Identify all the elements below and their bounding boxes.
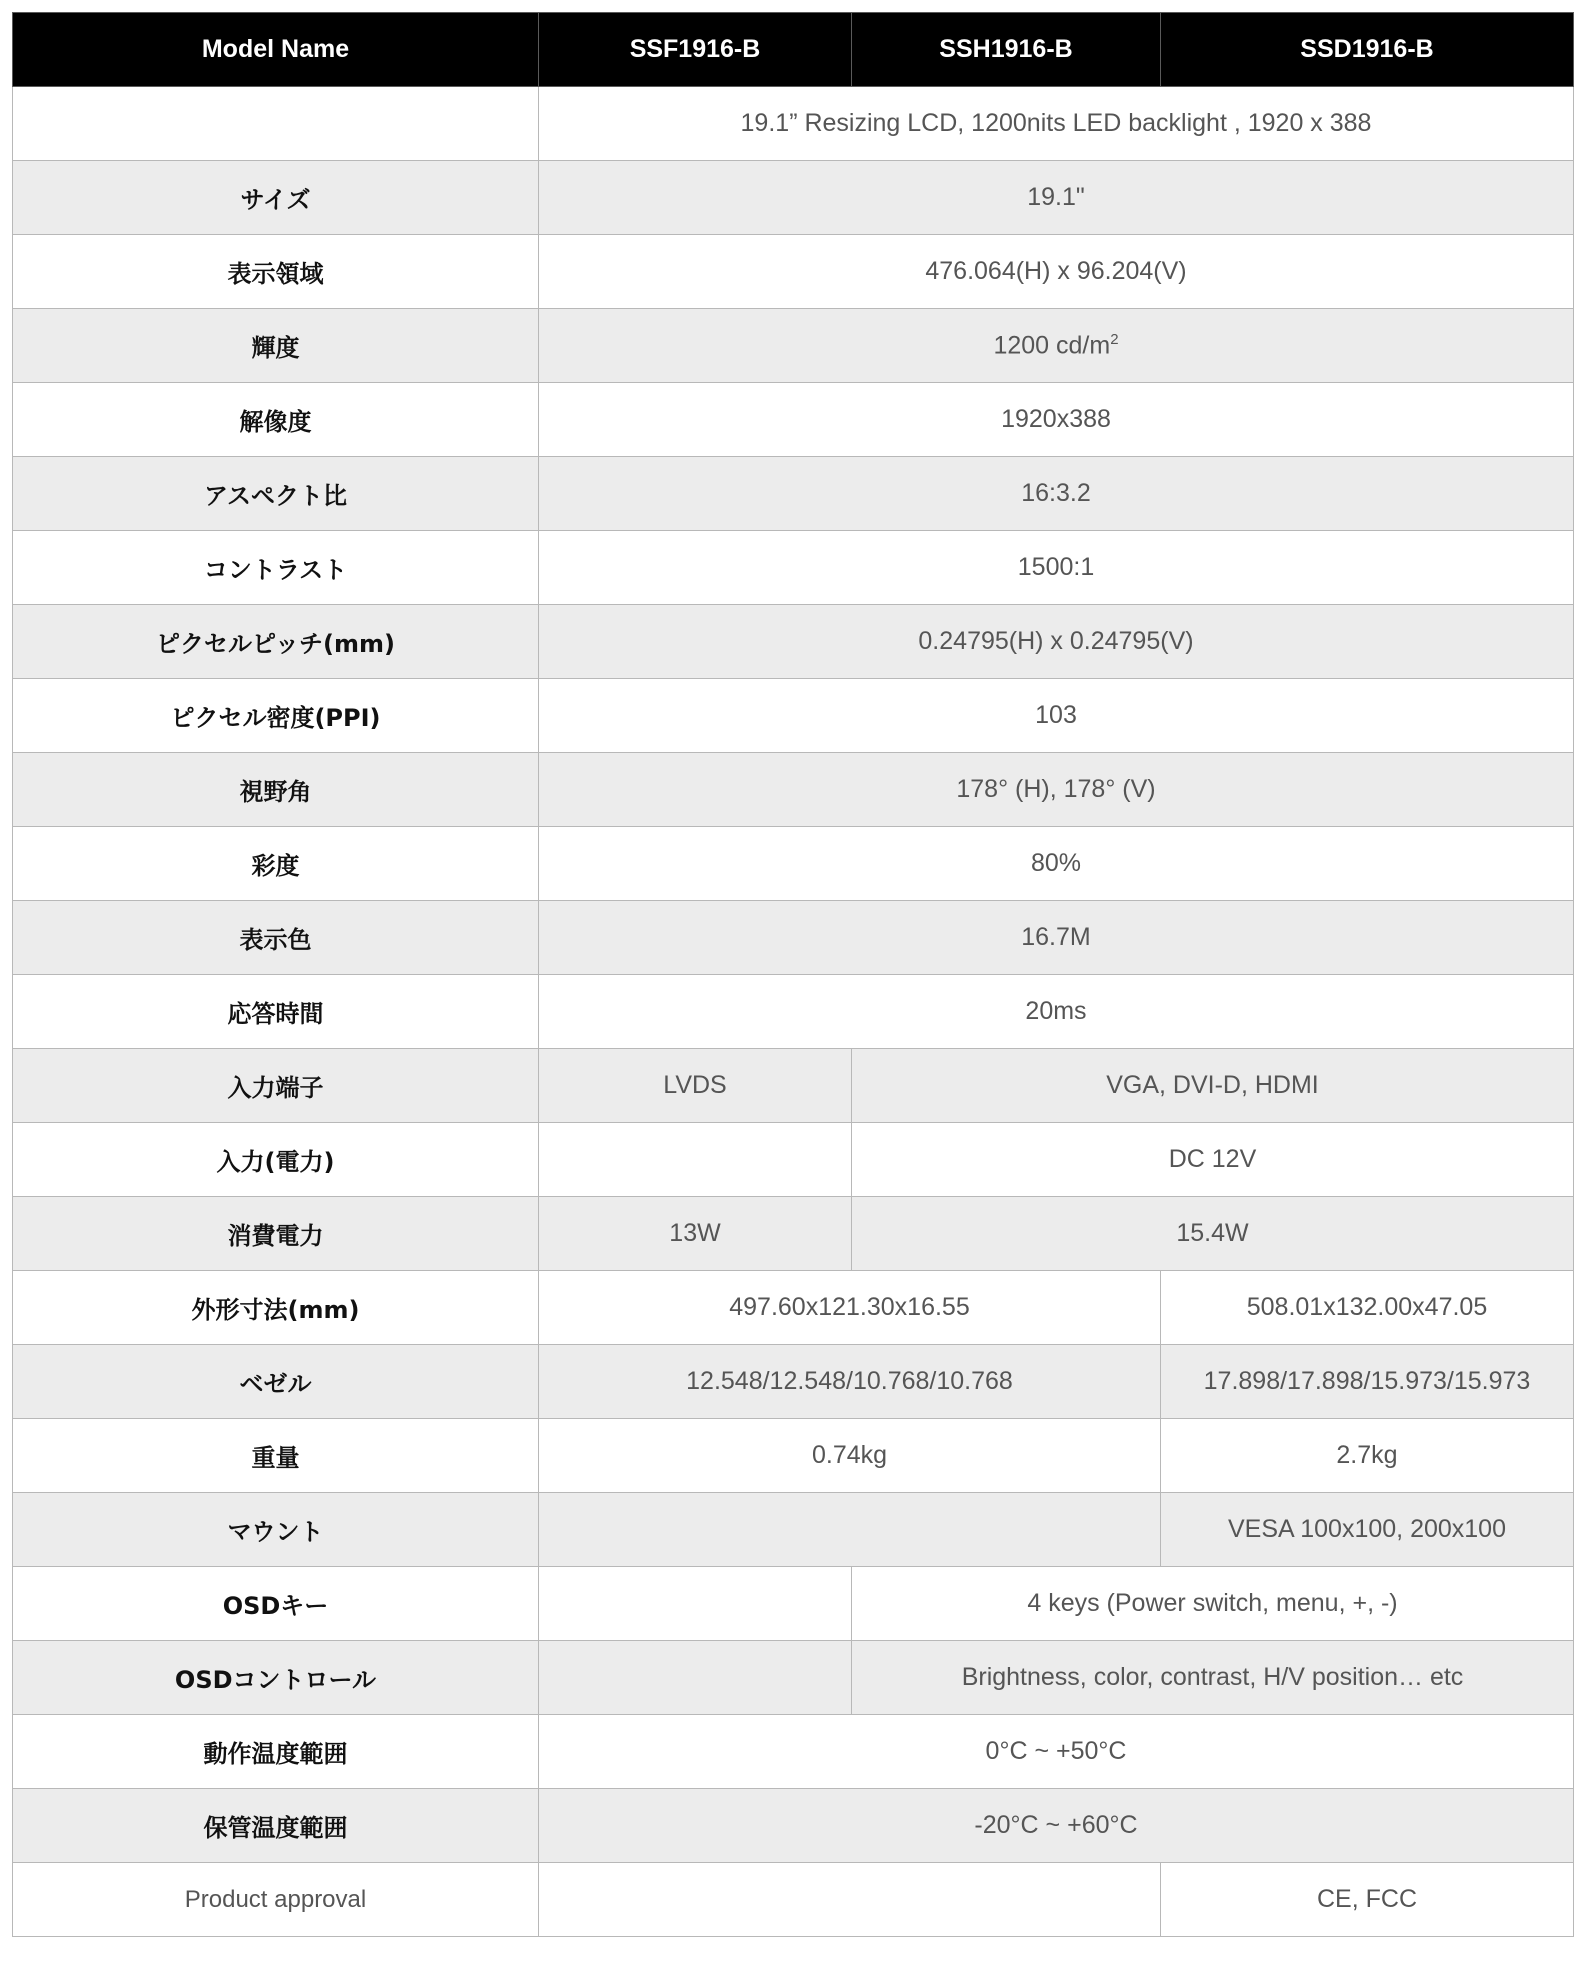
row-label: コントラスト xyxy=(13,531,539,605)
row-label: マウント xyxy=(13,1493,539,1567)
header-model-name: Model Name xyxy=(13,13,539,87)
power-consumption-ssf: 13W xyxy=(539,1197,852,1271)
row-label: アスペクト比 xyxy=(13,457,539,531)
aspect-ratio-value: 16:3.2 xyxy=(539,457,1574,531)
row-label: 動作温度範囲 xyxy=(13,1715,539,1789)
row-response-time xyxy=(13,975,1574,1049)
pixel-density-value: 103 xyxy=(539,679,1574,753)
row-label: ベゼル xyxy=(13,1345,539,1419)
osd-control-ssh-ssd: Brightness, color, contrast, H/V position… etc xyxy=(852,1641,1574,1715)
brightness-value: 1200 cd/m xyxy=(993,331,1111,360)
row-label: ピクセルピッチ(mm) xyxy=(13,605,539,679)
row-osd-control xyxy=(13,1641,1574,1715)
osd-control-ssf xyxy=(539,1641,852,1715)
row-label: 入力(電力) xyxy=(13,1123,539,1197)
header-model-ssf: SSF1916-B xyxy=(539,13,852,87)
row-power-consumption xyxy=(13,1197,1574,1271)
row-pixel-density xyxy=(13,679,1574,753)
row-operating-temp xyxy=(13,1715,1574,1789)
dimensions-ssd: 508.01x132.00x47.05 xyxy=(1161,1271,1574,1345)
input-power-ssh-ssd: DC 12V xyxy=(852,1123,1574,1197)
row-size xyxy=(13,161,1574,235)
row-label: 輝度 xyxy=(13,309,539,383)
row-input-terminals xyxy=(13,1049,1574,1123)
row-osd-keys xyxy=(13,1567,1574,1641)
row-label: 解像度 xyxy=(13,383,539,457)
row-label: 保管温度範囲 xyxy=(13,1789,539,1863)
product-approval-right: CE, FCC xyxy=(1161,1863,1574,1937)
row-aspect-ratio xyxy=(13,457,1574,531)
row-display-colors xyxy=(13,901,1574,975)
input-terminals-ssh-ssd: VGA, DVI-D, HDMI xyxy=(852,1049,1574,1123)
display-colors-value: 16.7M xyxy=(539,901,1574,975)
header-model-ssh: SSH1916-B xyxy=(852,13,1161,87)
mount-ssf-ssh xyxy=(539,1493,1161,1567)
row-color-gamut xyxy=(13,827,1574,901)
row-contrast xyxy=(13,531,1574,605)
operating-temp-value: 0°C ~ +50°C xyxy=(539,1715,1574,1789)
product-approval-left xyxy=(539,1863,1161,1937)
bezel-ssf-ssh: 12.548/12.548/10.768/10.768 xyxy=(539,1345,1161,1419)
summary-value: 19.1” Resizing LCD, 1200nits LED backlight , 1920 x 388 xyxy=(539,87,1574,161)
dimensions-ssf-ssh: 497.60x121.30x16.55 xyxy=(539,1271,1161,1345)
weight-ssd: 2.7kg xyxy=(1161,1419,1574,1493)
response-time-value: 20ms xyxy=(539,975,1574,1049)
active-area-value: 476.064(H) x 96.204(V) xyxy=(539,235,1574,309)
color-gamut-value: 80% xyxy=(539,827,1574,901)
row-pixel-pitch xyxy=(13,605,1574,679)
row-label: 視野角 xyxy=(13,753,539,827)
brightness-cell xyxy=(539,309,1574,383)
contrast-value: 1500:1 xyxy=(539,531,1574,605)
row-dimensions xyxy=(13,1271,1574,1345)
row-weight xyxy=(13,1419,1574,1493)
mount-ssd: VESA 100x100, 200x100 xyxy=(1161,1493,1574,1567)
pixel-pitch-value: 0.24795(H) x 0.24795(V) xyxy=(539,605,1574,679)
resolution-value: 1920x388 xyxy=(539,383,1574,457)
header-model-ssd: SSD1916-B xyxy=(1161,13,1574,87)
input-power-ssf xyxy=(539,1123,852,1197)
row-bezel xyxy=(13,1345,1574,1419)
osd-keys-ssf xyxy=(539,1567,852,1641)
row-label: OSDコントロール xyxy=(13,1641,539,1715)
power-consumption-ssh-ssd: 15.4W xyxy=(852,1197,1574,1271)
row-product-approval xyxy=(13,1863,1574,1937)
row-label: 外形寸法(mm) xyxy=(13,1271,539,1345)
weight-ssf-ssh: 0.74kg xyxy=(539,1419,1161,1493)
row-label: 応答時間 xyxy=(13,975,539,1049)
row-label xyxy=(13,87,539,161)
row-label: 消費電力 xyxy=(13,1197,539,1271)
row-viewing-angle xyxy=(13,753,1574,827)
row-label: 入力端子 xyxy=(13,1049,539,1123)
brightness-unit-superscript: 2 xyxy=(1110,330,1119,348)
row-active-area xyxy=(13,235,1574,309)
row-label: サイズ xyxy=(13,161,539,235)
row-resolution xyxy=(13,383,1574,457)
row-label: Product approval xyxy=(13,1863,539,1937)
storage-temp-value: -20°C ~ +60°C xyxy=(539,1789,1574,1863)
row-label: OSDキー xyxy=(13,1567,539,1641)
row-storage-temp xyxy=(13,1789,1574,1863)
input-terminals-ssf: LVDS xyxy=(539,1049,852,1123)
row-label: 表示色 xyxy=(13,901,539,975)
bezel-ssd: 17.898/17.898/15.973/15.973 xyxy=(1161,1345,1574,1419)
size-value: 19.1" xyxy=(539,161,1574,235)
row-brightness xyxy=(13,309,1574,383)
row-input-power xyxy=(13,1123,1574,1197)
row-mount xyxy=(13,1493,1574,1567)
row-label: 彩度 xyxy=(13,827,539,901)
row-label: 表示領域 xyxy=(13,235,539,309)
viewing-angle-value: 178° (H), 178° (V) xyxy=(539,753,1574,827)
osd-keys-ssh-ssd: 4 keys (Power switch, menu, +, -) xyxy=(852,1567,1574,1641)
spec-table xyxy=(12,12,1574,1937)
header-row xyxy=(13,13,1574,87)
row-label: ピクセル密度(PPI) xyxy=(13,679,539,753)
row-label: 重量 xyxy=(13,1419,539,1493)
row-summary xyxy=(13,87,1574,161)
